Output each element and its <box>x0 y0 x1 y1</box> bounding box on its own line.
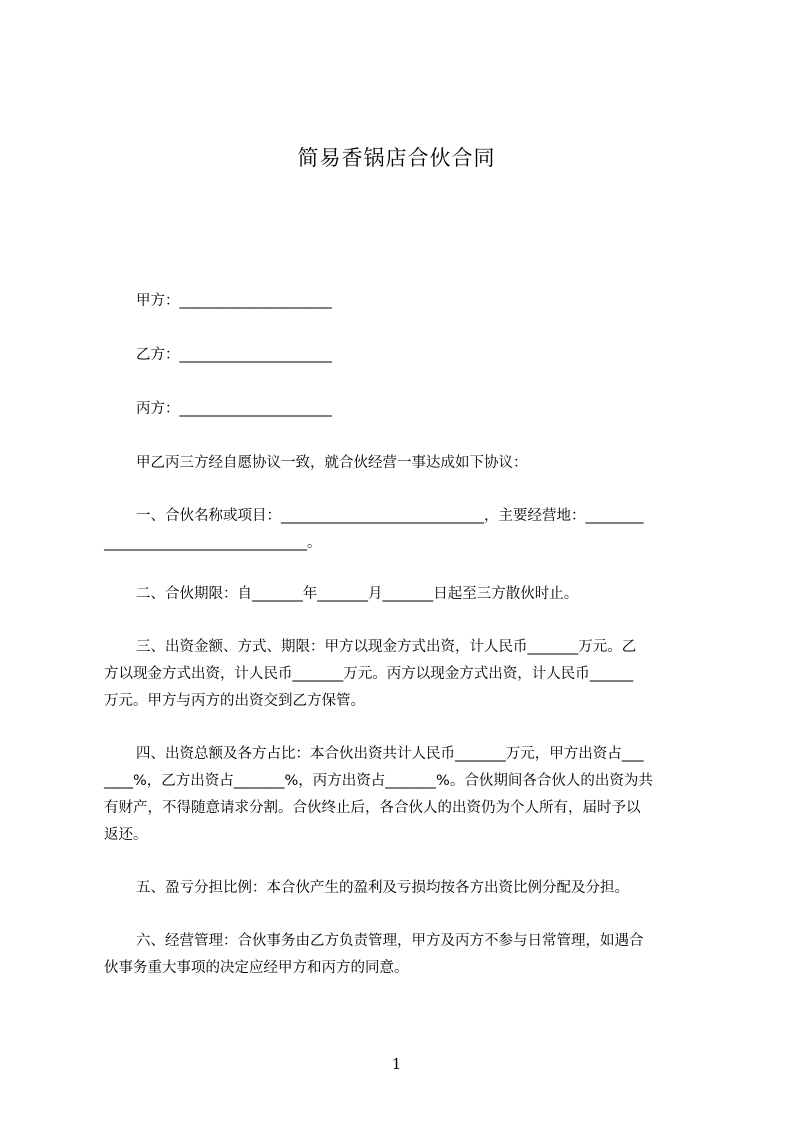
clause-4-line-3: 有财产，不得随意请求分割。合伙终止后，各合伙人的出资仍为个人所有，届时予以 <box>104 800 641 816</box>
clause-6-line-2: 伙事务重大事项的决定应经甲方和丙方的同意。 <box>104 960 409 976</box>
clause-1-line-2: ____________________________。 <box>104 535 322 551</box>
clause-2: 二、合伙期限：自_______年_______月_______日起至三方散伙时止。 <box>136 586 579 602</box>
page-number: 1 <box>391 1055 402 1073</box>
intro-paragraph: 甲乙丙三方经自愿协议一致，就合伙经营一事达成如下协议： <box>136 455 528 471</box>
clause-6-line-1: 六、经营管理：合伙事务由乙方负责管理，甲方及丙方不参与日常管理，如遇合 <box>136 933 644 949</box>
clause-4-line-4: 返还。 <box>104 827 148 843</box>
clause-3-line-2: 方以现金方式出资，计人民币_______万元。丙方以现金方式出资，计人民币______ <box>104 666 634 682</box>
page-title: 简易香锅店合伙合同 <box>297 146 496 170</box>
clause-4-line-2: ____%，乙方出资占_______%，丙方出资占_______%。合伙期间各合伙人的出资为共 <box>104 773 653 789</box>
clause-3-line-1: 三、出资金额、方式、期限：甲方以现金方式出资，计人民币_______万元。乙 <box>136 639 637 655</box>
clause-4-line-1: 四、出资总额及各方占比：本合伙出资共计人民币_______万元，甲方出资占___ <box>136 746 644 762</box>
party-a-line: 甲方：_____________________ <box>136 293 332 309</box>
party-b-line: 乙方：_____________________ <box>136 347 332 363</box>
clause-1-line-1: 一、合伙名称或项目：____________________________，主要经营地：________ <box>136 508 644 524</box>
clause-5: 五、盈亏分担比例：本合伙产生的盈利及亏损均按各方出资比例分配及分担。 <box>136 880 629 896</box>
clause-3-line-3: 万元。甲方与丙方的出资交到乙方保管。 <box>104 693 365 709</box>
party-c-line: 丙方：_____________________ <box>136 401 332 417</box>
